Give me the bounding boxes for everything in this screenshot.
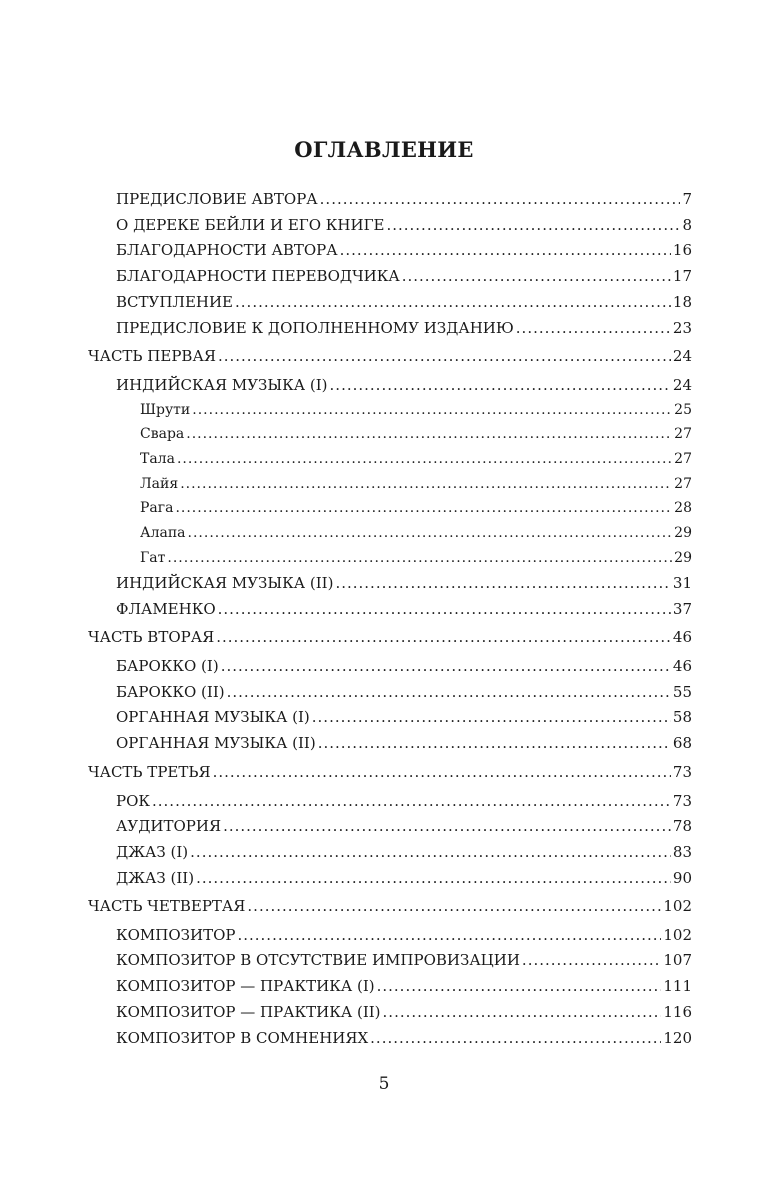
toc-section-entry: [116, 681, 692, 703]
toc-leader-dots: [190, 841, 671, 863]
toc-section-entry: [116, 374, 692, 396]
toc-subsection-entry: [140, 423, 692, 445]
toc-leader-dots: [383, 1001, 662, 1023]
toc-entry-page: 25: [674, 402, 692, 418]
toc-entry-page: 58: [672, 708, 692, 726]
toc-entry-page: 27: [674, 451, 692, 467]
toc-section-entry: [116, 188, 692, 210]
toc-entry-page: 27: [674, 476, 692, 492]
toc-leader-dots: [330, 374, 671, 396]
toc-section-entry: [116, 975, 692, 997]
toc-entry-page: 73: [672, 763, 692, 781]
toc-entry-title: ДЖАЗ (II): [116, 869, 195, 887]
toc-entry-title: ФЛАМЕНКО: [116, 600, 216, 618]
toc-section-entry: [116, 598, 692, 620]
toc-entry-title: ИНДИЙСКАЯ МУЗЫКА (II): [116, 574, 334, 592]
toc-entry-page: 83: [672, 843, 692, 861]
toc-entry-page: 29: [674, 525, 692, 541]
toc-entry-page: 102: [663, 926, 692, 944]
toc-entry-page: 68: [672, 734, 692, 752]
toc-entry-page: 8: [682, 216, 692, 234]
toc-section-entry: [116, 291, 692, 313]
page-title: ОГЛАВЛЕНИЕ: [294, 137, 474, 162]
toc-entry-title: БАРОККО (II): [116, 683, 225, 701]
toc-section-entry: [116, 317, 692, 339]
toc-section-entry: [116, 790, 692, 812]
toc-leader-dots: [318, 732, 671, 754]
toc-entry-page: 18: [672, 293, 692, 311]
page-number: 5: [378, 1074, 390, 1094]
toc-leader-dots: [312, 706, 671, 728]
toc-entry-page: 29: [674, 550, 692, 566]
toc-entry-title: РОК: [116, 792, 150, 810]
toc-subsection-entry: [140, 497, 692, 519]
toc-entry-title: КОМПОЗИТОР — ПРАКТИКА (II): [116, 1003, 381, 1021]
toc-leader-dots: [167, 547, 672, 569]
toc-section-entry: [116, 655, 692, 677]
toc-entry-title: Лайя: [140, 476, 179, 492]
toc-section-entry: [116, 214, 692, 236]
toc-leader-dots: [340, 239, 671, 261]
toc-entry-page: 73: [672, 792, 692, 810]
toc-leader-dots: [247, 895, 661, 917]
toc-entry-title: АУДИТОРИЯ: [116, 817, 222, 835]
toc-entry-page: 90: [672, 869, 692, 887]
toc-entry-page: 46: [672, 657, 692, 675]
toc-entry-title: БЛАГОДАРНОСТИ АВТОРА: [116, 241, 338, 259]
toc-leader-dots: [335, 572, 670, 594]
toc-leader-dots: [402, 265, 671, 287]
toc-entry-page: 24: [672, 347, 692, 365]
toc-subsection-entry: [140, 547, 692, 569]
toc-leader-dots: [370, 1027, 661, 1049]
toc-leader-dots: [223, 815, 671, 837]
toc-leader-dots: [213, 761, 671, 783]
toc-entry-title: ДЖАЗ (I): [116, 843, 189, 861]
toc-part-entry: [88, 895, 692, 917]
toc-section-entry: [116, 265, 692, 287]
toc-entry-title: ПРЕДИСЛОВИЕ К ДОПОЛНЕННОМУ ИЗДАНИЮ: [116, 319, 514, 337]
toc-entry-page: 28: [674, 500, 692, 516]
toc-section-entry: [116, 924, 692, 946]
toc-entry-page: 111: [663, 977, 692, 995]
toc-entry-page: 116: [663, 1003, 692, 1021]
toc-leader-dots: [218, 345, 671, 367]
toc-entry-page: 78: [672, 817, 692, 835]
toc-entry-title: ЧАСТЬ ВТОРАЯ: [88, 628, 215, 646]
toc-entry-page: 7: [682, 190, 692, 208]
toc-section-entry: [116, 1027, 692, 1049]
toc-leader-dots: [180, 473, 672, 495]
toc-leader-dots: [237, 924, 661, 946]
toc-entry-title: КОМПОЗИТОР: [116, 926, 236, 944]
toc-entry-title: ИНДИЙСКАЯ МУЗЫКА (I): [116, 376, 328, 394]
toc-entry-page: 55: [672, 683, 692, 701]
toc-entry-title: ПРЕДИСЛОВИЕ АВТОРА: [116, 190, 318, 208]
toc-entry-title: БЛАГОДАРНОСТИ ПЕРЕВОДЧИКА: [116, 267, 400, 285]
toc-section-entry: [116, 815, 692, 837]
toc-part-entry: [88, 626, 692, 648]
toc-leader-dots: [221, 655, 671, 677]
toc-leader-dots: [522, 949, 661, 971]
toc-leader-dots: [235, 291, 671, 313]
toc-entry-title: КОМПОЗИТОР В СОМНЕНИЯХ: [116, 1029, 369, 1047]
toc-part-entry: [88, 345, 692, 367]
toc-subsection-entry: [140, 473, 692, 495]
toc-entry-title: БАРОККО (I): [116, 657, 219, 675]
toc-leader-dots: [186, 423, 672, 445]
toc-leader-dots: [227, 681, 671, 703]
toc-entry-page: 37: [672, 600, 692, 618]
toc-entry-page: 16: [672, 241, 692, 259]
toc-leader-dots: [218, 598, 671, 620]
toc-entry-page: 23: [672, 319, 692, 337]
toc-entry-page: 46: [672, 628, 692, 646]
toc-part-entry: [88, 761, 692, 783]
toc-subsection-entry: [140, 399, 692, 421]
toc-entry-title: ОРГАННАЯ МУЗЫКА (II): [116, 734, 316, 752]
toc-leader-dots: [152, 790, 671, 812]
toc-entry-title: КОМПОЗИТОР — ПРАКТИКА (I): [116, 977, 375, 995]
toc-entry-title: Шрути: [140, 402, 191, 418]
toc-leader-dots: [192, 399, 672, 421]
toc-entry-title: Гат: [140, 550, 166, 566]
toc-entry-title: ОРГАННАЯ МУЗЫКА (I): [116, 708, 310, 726]
toc-entry-title: Алапа: [140, 525, 186, 541]
toc-entry-title: Свара: [140, 426, 185, 442]
toc-leader-dots: [386, 214, 680, 236]
toc-section-entry: [116, 867, 692, 889]
toc-subsection-entry: [140, 522, 692, 544]
toc-entry-title: Тала: [140, 451, 175, 467]
toc-entry-page: 107: [663, 951, 692, 969]
toc-leader-dots: [177, 448, 672, 470]
toc-leader-dots: [320, 188, 681, 210]
toc-entry-page: 27: [674, 426, 692, 442]
toc-entry-title: ЧАСТЬ ЧЕТВЕРТАЯ: [88, 897, 246, 915]
toc-section-entry: [116, 239, 692, 261]
toc-entry-page: 24: [672, 376, 692, 394]
toc-leader-dots: [516, 317, 671, 339]
toc-section-entry: [116, 1001, 692, 1023]
toc-section-entry: [116, 732, 692, 754]
toc-entry-title: КОМПОЗИТОР В ОТСУТСТВИЕ ИМПРОВИЗАЦИИ: [116, 951, 520, 969]
toc-entry-title: О ДЕРЕКЕ БЕЙЛИ И ЕГО КНИГЕ: [116, 216, 385, 234]
toc-section-entry: [116, 949, 692, 971]
toc-leader-dots: [188, 522, 673, 544]
toc-entry-title: Рага: [140, 500, 174, 516]
toc-section-entry: [116, 572, 692, 594]
toc-section-entry: [116, 706, 692, 728]
toc-leader-dots: [216, 626, 671, 648]
toc-entry-page: 120: [663, 1029, 692, 1047]
toc-entry-title: ВСТУПЛЕНИЕ: [116, 293, 234, 311]
toc-entry-title: ЧАСТЬ ПЕРВАЯ: [88, 347, 216, 365]
toc-entry-title: ЧАСТЬ ТРЕТЬЯ: [88, 763, 211, 781]
toc-leader-dots: [377, 975, 662, 997]
toc-entry-page: 17: [672, 267, 692, 285]
toc-entry-page: 102: [663, 897, 692, 915]
toc-section-entry: [116, 841, 692, 863]
toc-entry-page: 31: [672, 574, 692, 592]
toc-leader-dots: [196, 867, 671, 889]
toc-leader-dots: [175, 497, 672, 519]
toc-subsection-entry: [140, 448, 692, 470]
